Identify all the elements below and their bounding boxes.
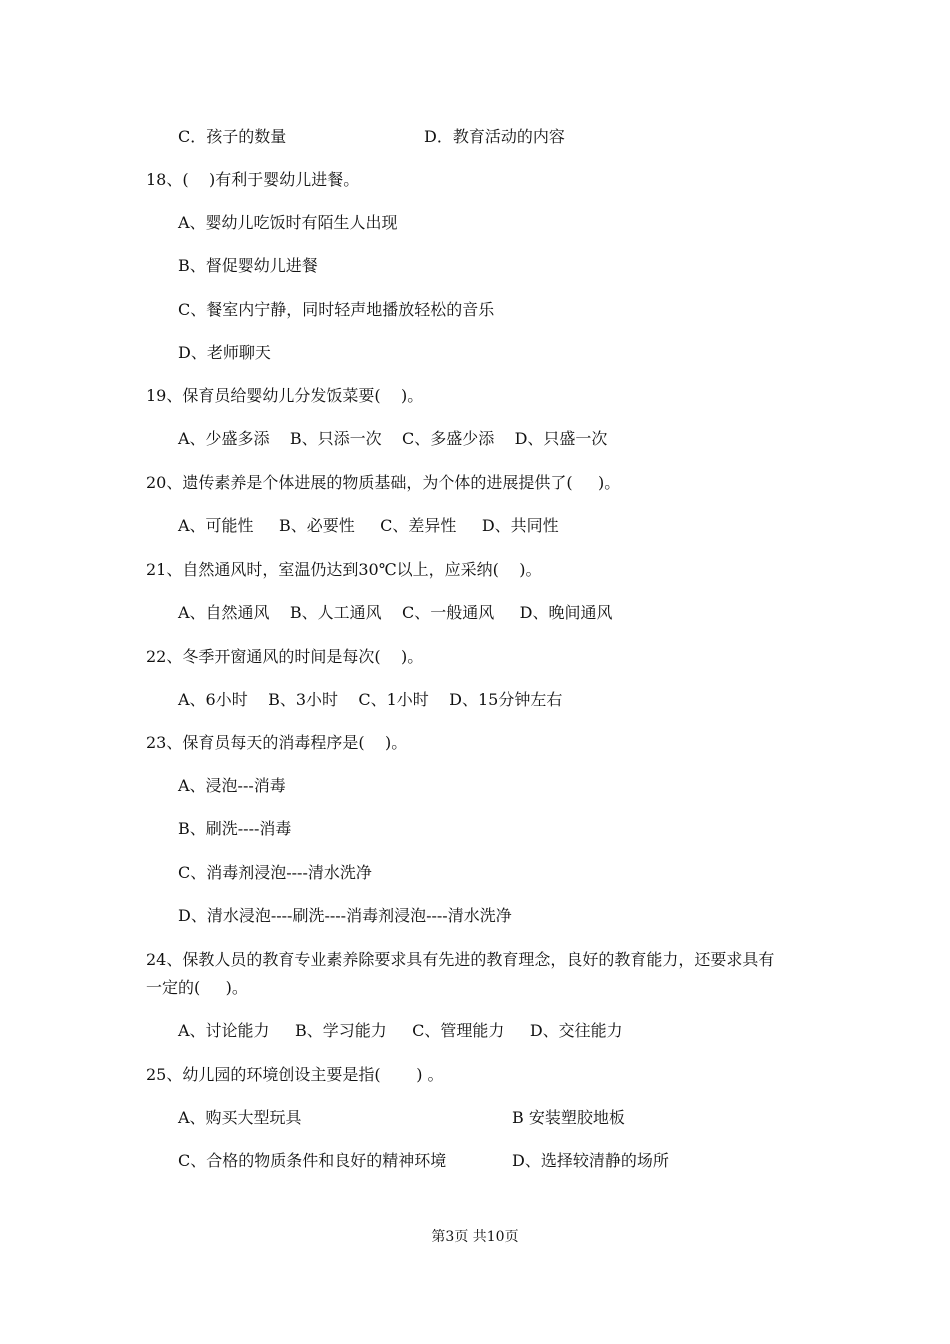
question-25-option-d: D、选择较清静的场所 (512, 1151, 669, 1170)
question-24-stem-line-2: 一定的( )。 (146, 978, 248, 997)
question-18-stem: 18、( )有利于婴幼儿进餐。 (146, 170, 360, 189)
question-23-option-c: C、消毒剂浸泡----清水洗净 (178, 863, 372, 882)
question-19-options: A、少盛多添 B、只添一次 C、多盛少添 D、只盛一次 (178, 429, 608, 448)
question-23-stem: 23、保育员每天的消毒程序是( )。 (146, 733, 408, 752)
question-25-option-c: C、合格的物质条件和良好的精神环境 (178, 1151, 447, 1170)
question-18-option-d: D、老师聊天 (178, 343, 271, 362)
question-24-stem-line-1: 24、保教人员的教育专业素养除要求具有先进的教育理念，良好的教育能力，还要求具有 (146, 950, 775, 969)
question-23-option-d: D、清水浸泡----刷洗----消毒剂浸泡----清水洗净 (178, 906, 512, 925)
question-18-option-b: B、督促婴幼儿进餐 (178, 256, 318, 275)
question-21-stem: 21、自然通风时，室温仍达到30℃以上，应采纳( )。 (146, 560, 542, 579)
question-22-options: A、6小时 B、3小时 C、1小时 D、15分钟左右 (178, 690, 563, 709)
question-18-option-a: A、婴幼儿吃饭时有陌生人出现 (178, 213, 398, 232)
question-25-option-a: A、购买大型玩具 (178, 1108, 302, 1127)
question-20-stem: 20、遗传素养是个体进展的物质基础，为个体的进展提供了( )。 (146, 473, 621, 492)
question-25-stem: 25、幼儿园的环境创设主要是指( ) 。 (146, 1065, 444, 1084)
question-20-options: A、可能性 B、必要性 C、差异性 D、共同性 (178, 516, 559, 535)
question-25-option-b: B 安装塑胶地板 (512, 1108, 625, 1127)
option-c-prev: C．孩子的数量 (178, 127, 287, 146)
option-d-prev: D．教育活动的内容 (424, 127, 565, 146)
question-22-stem: 22、冬季开窗通风的时间是每次( )。 (146, 647, 424, 666)
question-23-option-b: B、刷洗----消毒 (178, 819, 292, 838)
question-23-option-a: A、浸泡---消毒 (178, 776, 286, 795)
question-21-options: A、自然通风 B、人工通风 C、一般通风 D、晚间通风 (178, 603, 613, 622)
page-number-footer: 第3页 共10页 (431, 1229, 519, 1245)
question-24-options: A、讨论能力 B、学习能力 C、管理能力 D、交往能力 (178, 1021, 623, 1040)
question-18-option-c: C、餐室内宁静，同时轻声地播放轻松的音乐 (178, 300, 495, 319)
question-19-stem: 19、保育员给婴幼儿分发饭菜要( )。 (146, 386, 424, 405)
